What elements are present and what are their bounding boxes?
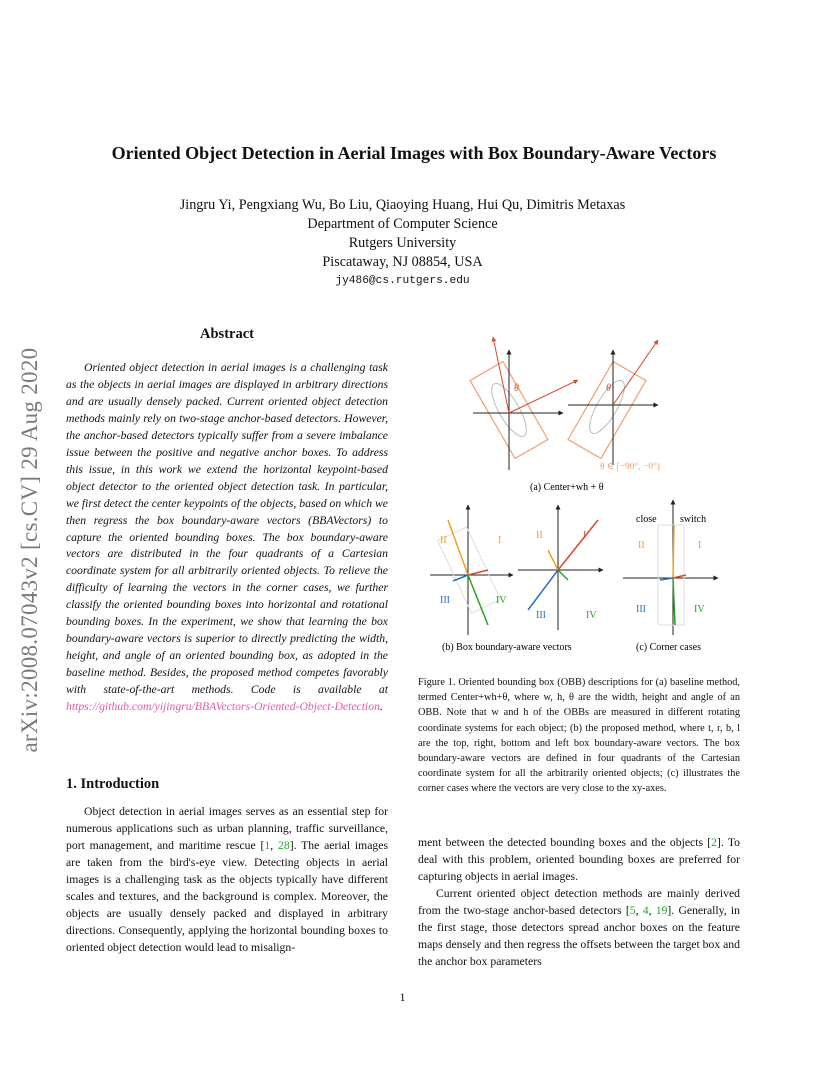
svg-text:θ: θ [514,383,519,394]
svg-text:I: I [583,530,587,541]
author-block [0,196,805,272]
cite-sep: , [270,838,278,852]
svg-text:IV: IV [586,610,597,621]
intro-text-continued: ]. The aerial images are taken from the bird's-eye view. Detecting objects in aerial images is a challenging task as the objects typically have different scales and textures, and the background is complex. Moreover, the objects are usually densely packed and displayed in arbitrary directions. Consequently, applying the horizontal bounding boxes to oriented object detection would lead to misalign- [66,838,388,954]
page-number: 1 [399,990,406,1004]
intro-text: Object detection in aerial images serves as an essential step for numerous applications such as urban planning, traffic surveillance, port management, and maritime rescue [ [66,805,388,852]
svg-text:θ: θ [606,383,611,394]
svg-text:III: III [536,610,546,621]
intro-p2-text: Current oriented object detection methods are mainly derived from the two-stage anchor-based detectors [ [418,886,740,917]
author-names: Jingru Yi, Pengxiang Wu, Bo Liu, Qiaoying Huang, Hui Qu, Dimitris Metaxas [179,197,626,213]
introduction-left-column [66,804,388,957]
author-university: Rutgers University [348,235,457,251]
svg-text:II: II [440,535,447,546]
citation-link[interactable]: 19 [655,903,668,917]
code-link[interactable]: https://github.com/yijingru/BBAVectors-Oriented-Object-Detection [66,700,380,714]
figure-caption: Figure 1. Oriented bounding box (OBB) descriptions for (a) baseline method, termed Center+wh+θ, where w, h, θ are the width, height and angle of an OBB. Note that w and h of the OBBs are measured in different rotating coordinate systems for each object; (b) the proposed method, where t, r, b, l are the top, right, bottom and left box boundary-aware vectors. The box boundary-aware vectors are defined in four quadrants of the Cartesian coordinate system for all the arbitrarily oriented objects; (c) illustrates the corner cases where the vectors are very close to the xy-axes. [418,677,740,795]
author-email[interactable]: jy486@cs.rutgers.edu [335,275,470,287]
arxiv-side-label: arXiv:2008.07043v2 [cs.CV] 29 Aug 2020 [17,347,42,753]
citation-link[interactable]: 28 [278,838,290,852]
svg-text:III: III [636,604,646,615]
svg-text:III: III [440,595,450,606]
author-location: Piscataway, NJ 08854, USA [322,254,483,270]
citation-link[interactable]: 1 [264,838,271,852]
introduction-heading: 1. Introduction [66,776,160,792]
subcaption-a: (a) Center+wh + θ [530,482,604,493]
abstract-end: . [379,700,383,714]
introduction-right-column [418,835,740,971]
citation-link[interactable]: 5 [629,903,636,917]
close-label: close [636,514,657,525]
svg-text:II: II [638,540,645,551]
panel-a-left [470,337,578,470]
subcaption-b: (b) Box boundary-aware vectors [442,642,572,653]
svg-text:I: I [498,535,502,546]
svg-text:IV: IV [496,595,507,606]
svg-text:IV: IV [694,604,705,615]
svg-text:I: I [698,540,702,551]
paper-title: Oriented Object Detection in Aerial Images with Box Boundary-Aware Vectors [111,143,717,163]
figure-1-illustration [418,325,743,655]
abstract-text: Oriented object detection in aerial images is a challenging task as the objects in aerial images are displayed in arbitrary directions and are usually densely packed. Current oriented object detection methods mainly rely on two-stage anchor-based detectors. However, the anchor-based detectors typically suffer from a severe imbalance issue between the positive and negative anchor boxes. To address this issue, in this work we extend the horizontal keypoint-based object detector to the oriented object detection task. In particular, we first detect the center keypoints of the objects, based on which we then regress the box boundary-aware vectors (BBAVectors) to capture the oriented bounding boxes. The box boundary-aware vectors are distributed in the four quadrants of a Cartesian coordinate system for all arbitrarily oriented objects. To relieve the difficulty of learning the vectors in the corner cases, we further classify the oriented bounding boxes into horizontal and rotational bounding boxes. In the experiment, we show that learning the box boundary-aware vectors is superior to directly predicting the width, height, and angle of an oriented bounding box, as adopted in the baseline method. Besides, the proposed method competes favorably with state-of-the-art methods. Code is available at [66,361,388,697]
citation-link[interactable]: 4 [642,903,649,917]
abstract-heading: Abstract [200,326,254,342]
subcaption-c: (c) Corner cases [636,642,701,653]
panel-a-right [568,340,658,465]
intro-text-end: ]. To deal with this problem, oriented bounding boxes are preferred for capturing objects in aerial images. [418,836,740,883]
intro-p2-text-end: ]. Generally, in the first stage, those detectors spread anchor boxes on the feature maps densely and then regress the offsets between the target box and the anchor box parameters [418,903,741,968]
abstract-body [66,360,388,716]
cite-sep: , [648,903,656,917]
intro-text-wrap: ment between the detected bounding boxes and the objects [ [418,836,712,849]
figure-1 [418,325,743,655]
theta-range: θ ∈ [−90°, −0°) [600,462,660,472]
author-department: Department of Computer Science [307,216,498,232]
switch-label: switch [680,514,707,525]
cite-sep: , [635,903,643,917]
panel-b [430,505,603,635]
svg-text:II: II [536,530,543,541]
citation-link[interactable]: 2 [711,836,717,849]
